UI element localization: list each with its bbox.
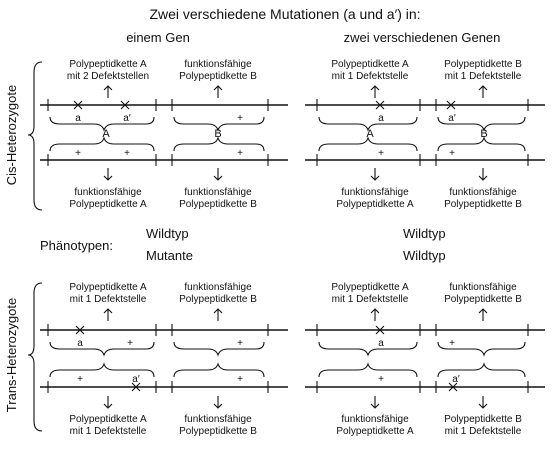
allele-label-a: a bbox=[378, 338, 384, 349]
arrow-up-icon bbox=[104, 309, 112, 321]
bottom-label-2-line-1: funktionsfähige bbox=[449, 187, 517, 198]
top-label-2-line-1: funktionsfähige bbox=[449, 282, 517, 293]
top-label-2-line-1: Polypeptidkette B bbox=[444, 59, 522, 70]
side-brace-cis bbox=[28, 62, 42, 210]
bottom-label-1-line-2: Polypeptidkette A bbox=[336, 426, 414, 437]
arrow-up-icon bbox=[479, 86, 487, 98]
allele-label-plus: + bbox=[237, 148, 243, 159]
gene-label-A: A bbox=[102, 128, 110, 140]
arrow-down-icon bbox=[214, 396, 222, 408]
bottom-label-2-line-2: Polypeptidkette B bbox=[179, 199, 257, 210]
gene-label-A: A bbox=[366, 128, 374, 140]
arrow-up-icon bbox=[214, 86, 222, 98]
trans-one-gene-panel bbox=[40, 282, 288, 437]
top-label-1-line-2: mit 2 Defektstellen bbox=[66, 71, 150, 82]
bottom-label-1-line-1: funktionsfähige bbox=[341, 187, 409, 198]
allele-label-plus: + bbox=[449, 338, 455, 349]
bottom-label-1-line-1: funktionsfähige bbox=[74, 187, 142, 198]
allele-label-plus: + bbox=[127, 338, 133, 349]
cis-one-gene-panel bbox=[40, 59, 288, 210]
arrow-down-icon bbox=[479, 396, 487, 408]
top-label-2-line-2: Polypeptidkette B bbox=[444, 294, 522, 305]
top-label-2-line-2: Polypeptidkette B bbox=[179, 71, 257, 82]
arrow-down-icon bbox=[104, 396, 112, 408]
arrow-up-icon bbox=[104, 86, 112, 98]
top-label-1-line-2: mit 1 Defektstelle bbox=[331, 71, 409, 82]
bottom-label-1-line-1: Polypeptidkette A bbox=[69, 414, 147, 425]
top-label-1-line-2: mit 1 Defektstelle bbox=[331, 294, 409, 305]
gene-brace-bottom-1 bbox=[319, 364, 417, 377]
side-label-cis: Cis-Heterozygote bbox=[4, 84, 19, 186]
gene-label-B: B bbox=[480, 128, 488, 140]
phenotypes-label: Phänotypen: bbox=[40, 238, 114, 253]
arrow-down-icon bbox=[214, 168, 222, 180]
arrow-down-icon bbox=[104, 168, 112, 180]
side-brace-trans bbox=[28, 283, 42, 431]
top-label-1-line-1: Polypeptidkette A bbox=[69, 282, 147, 293]
gene-brace-top-1 bbox=[50, 342, 154, 355]
arrow-up-icon bbox=[214, 309, 222, 321]
phenotype-cis-one-gene: Wildtyp bbox=[146, 226, 189, 241]
column-heading-two-genes: zwei verschiedenen Genen bbox=[343, 30, 501, 45]
allele-label-plus: + bbox=[449, 148, 455, 159]
allele-label-plus: + bbox=[124, 148, 130, 159]
gene-brace-top-2 bbox=[174, 342, 264, 355]
bottom-label-1-line-1: funktionsfähige bbox=[341, 414, 409, 425]
bottom-label-1-line-2: Polypeptidkette A bbox=[336, 199, 414, 210]
arrow-down-icon bbox=[371, 168, 379, 180]
column-heading-one-gene: einem Gen bbox=[126, 30, 190, 45]
cis-two-genes-panel bbox=[305, 59, 545, 210]
allele-label-plus: + bbox=[378, 148, 384, 159]
allele-label-a: a bbox=[77, 338, 83, 349]
arrow-up-icon bbox=[371, 309, 379, 321]
bottom-label-2-line-2: Polypeptidkette B bbox=[444, 199, 522, 210]
top-label-2-line-1: funktionsfähige bbox=[184, 282, 252, 293]
allele-label-a: a bbox=[75, 113, 81, 124]
top-label-1-line-1: Polypeptidkette A bbox=[69, 59, 147, 70]
allele-label-plus: + bbox=[77, 374, 83, 385]
top-label-1-line-2: mit 1 Defektstelle bbox=[69, 294, 147, 305]
allele-label-plus: + bbox=[75, 148, 81, 159]
trans-two-genes-panel bbox=[305, 282, 545, 437]
allele-label-plus: + bbox=[237, 374, 243, 385]
allele-label-plus: + bbox=[237, 338, 243, 349]
gene-brace-bottom-2 bbox=[174, 138, 264, 151]
arrow-up-icon bbox=[479, 309, 487, 321]
gene-brace-bottom-2 bbox=[174, 364, 264, 377]
allele-label-a-prime: a′ bbox=[123, 113, 131, 124]
gene-label-B: B bbox=[214, 128, 222, 140]
side-label-trans: Trans-Heterozygote bbox=[4, 297, 19, 413]
diagram-title: Zwei verschiedene Mutationen (a und a′) in: bbox=[149, 6, 421, 22]
allele-label-a: a bbox=[378, 113, 384, 124]
bottom-label-1-line-2: Polypeptidkette A bbox=[69, 199, 147, 210]
allele-label-a-prime: a′ bbox=[448, 113, 456, 124]
bottom-label-2-line-2: Polypeptidkette B bbox=[179, 426, 257, 437]
top-label-1-line-1: Polypeptidkette A bbox=[331, 59, 409, 70]
top-label-2-line-1: funktionsfähige bbox=[184, 59, 252, 70]
bottom-label-1-line-2: mit 1 Defektstelle bbox=[69, 426, 147, 437]
top-label-2-line-2: mit 1 Defektstelle bbox=[444, 71, 522, 82]
gene-brace-top-1 bbox=[319, 342, 417, 355]
allele-label-plus: + bbox=[378, 374, 384, 385]
phenotype-trans-two-genes: Wildtyp bbox=[403, 248, 446, 263]
arrow-up-icon bbox=[371, 86, 379, 98]
bottom-label-2-line-2: mit 1 Defektstelle bbox=[444, 426, 522, 437]
allele-label-plus: + bbox=[237, 113, 243, 124]
bottom-label-2-line-1: Polypeptidkette B bbox=[444, 414, 522, 425]
arrow-down-icon bbox=[371, 396, 379, 408]
top-label-1-line-1: Polypeptidkette A bbox=[331, 282, 409, 293]
arrow-down-icon bbox=[479, 168, 487, 180]
gene-brace-bottom-2 bbox=[438, 364, 525, 377]
bottom-label-2-line-1: funktionsfähige bbox=[184, 187, 252, 198]
phenotype-trans-one-gene: Mutante bbox=[146, 248, 193, 263]
bottom-label-2-line-1: funktionsfähige bbox=[184, 414, 252, 425]
allele-label-a-prime: a′ bbox=[452, 374, 460, 385]
phenotype-cis-two-genes: Wildtyp bbox=[403, 226, 446, 241]
allele-label-a-prime: a′ bbox=[132, 374, 140, 385]
top-label-2-line-2: Polypeptidkette B bbox=[179, 294, 257, 305]
